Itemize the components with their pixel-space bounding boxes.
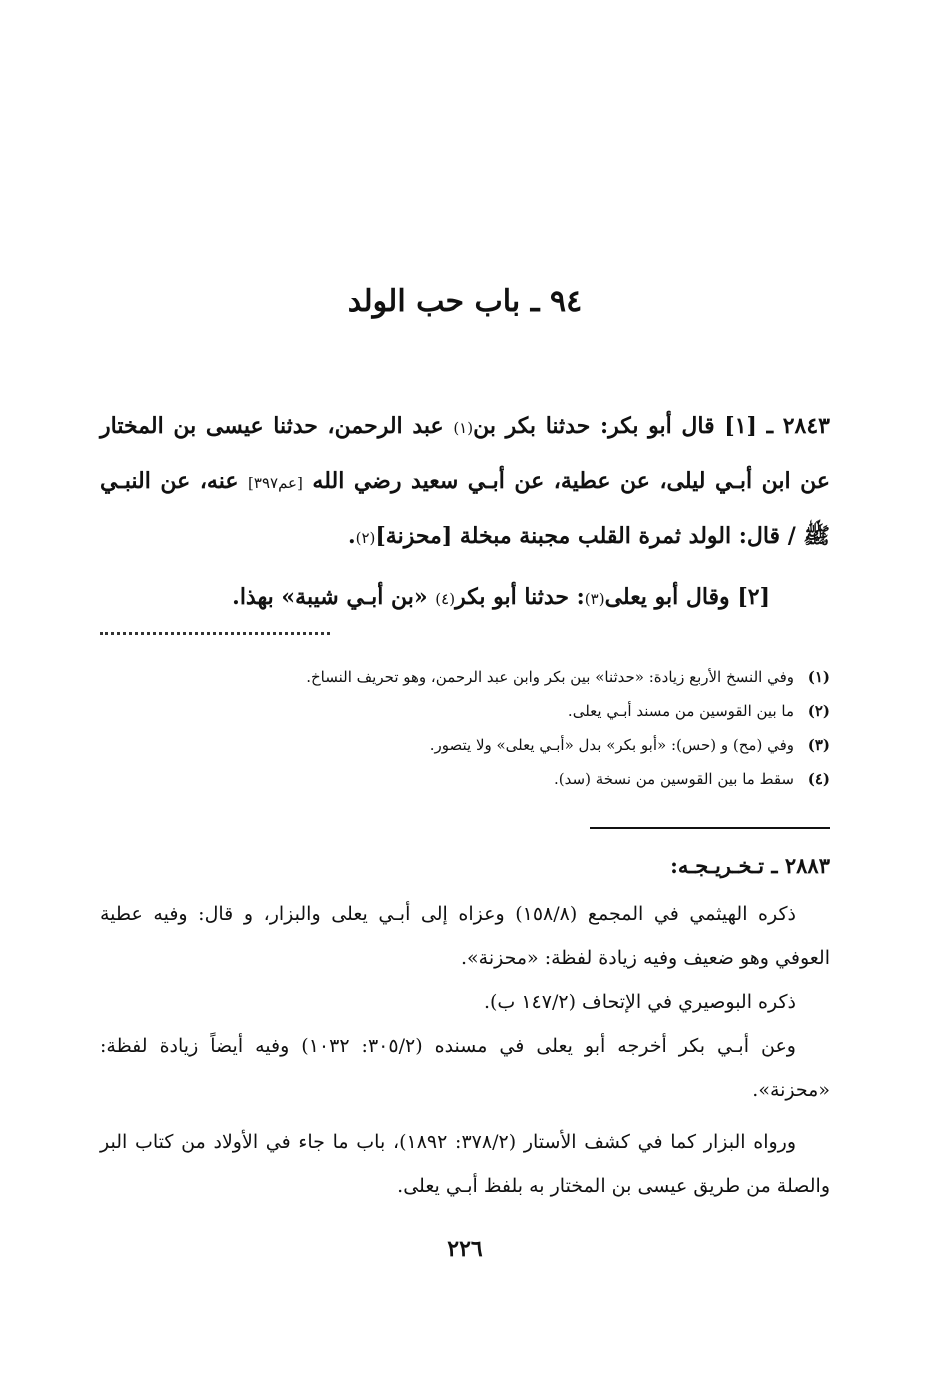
hadith-text-part: ٢٨٤٣ ـ [١] قال أبو بكر: حدثنا بكر بن bbox=[473, 413, 830, 439]
page-number: ٢٢٦ bbox=[447, 1236, 483, 1262]
footnote bbox=[100, 728, 830, 762]
hadith-text-part: عنه، عن النبـي ﷺ / قال: الولد ثمرة القلب مجبنة مبخلة [محزنة] bbox=[100, 468, 830, 549]
takhrij-paragraph: وعن أبـي بكر أخرجه أبو يعلى في مسنده (٣٠٥/٢: ١٠٣٢) وفيه أيضاً زيادة لفظة: «محزنة». bbox=[100, 1035, 830, 1101]
footnote-marker: (١) bbox=[453, 419, 474, 437]
footnote-number: (٤) bbox=[807, 770, 830, 788]
hadith-text-part: : حدثنا أبو بكر bbox=[455, 584, 585, 610]
takhrij-section bbox=[100, 844, 830, 1208]
footnote-number: (١) bbox=[807, 668, 830, 686]
takhrij-heading: ٢٨٨٣ ـ تـخـريـجـه: bbox=[670, 853, 830, 878]
takhrij-paragraph: ورواه البزار كما في كشف الأستار (٣٧٨/٢: ١٨٩٢)، باب ما جاء في الأولاد من كتاب البر والصلة من طريق عيسى بن المختار به بلفظ أبـي يعلى. bbox=[100, 1131, 830, 1197]
hadith-text-part: . bbox=[347, 523, 356, 549]
manuscript-ref: [عم٣٩٧] bbox=[248, 474, 303, 492]
footnote-text: ما بين القوسين من مسند أبـي يعلى. bbox=[567, 702, 794, 720]
hadith-text-part: [٢] وقال أبو يعلى bbox=[604, 584, 770, 610]
footnote-number: (٣) bbox=[807, 736, 830, 754]
footnote-number: (٢) bbox=[807, 702, 830, 720]
hadith-text bbox=[100, 400, 830, 626]
takhrij-separator bbox=[590, 827, 830, 829]
footnote bbox=[100, 660, 830, 694]
footnote-text: وفي النسخ الأربع زيادة: «حدثنا» بين بكر وابن عبد الرحمن، وهو تحريف النساخ. bbox=[306, 668, 794, 686]
hadith-text-part: عبد الرحمن، حدثنا عيسى بن المختار عن ابن أبـي ليلى، عن عطية، عن أبـي سعيد رضي الله bbox=[100, 413, 831, 494]
footnotes bbox=[100, 660, 830, 796]
footnote-marker: (٣) bbox=[584, 590, 605, 608]
takhrij-paragraph: ذكره الهيثمي في المجمع (١٥٨/٨) وعزاه إلى أبـي يعلى والبزار، و قال: وفيه عطية العوفي وهو ضعيف وفيه زيادة لفظة: «محزنة». bbox=[100, 903, 830, 969]
hadith-paragraph-2 bbox=[100, 571, 830, 626]
chapter-title: ٩٤ ـ باب حب الولد bbox=[347, 284, 583, 319]
footnote-text: سقط ما بين القوسين من نسخة (سد). bbox=[554, 770, 794, 788]
footnote bbox=[100, 762, 830, 796]
hadith-paragraph-1 bbox=[100, 400, 830, 565]
footnote-marker: (٢) bbox=[355, 529, 376, 547]
footnote bbox=[100, 694, 830, 728]
footnote-separator bbox=[100, 632, 330, 635]
footnote-text: وفي (مح) و (حس): «أبو بكر» بدل «أبـي يعلى» ولا يتصور. bbox=[429, 736, 794, 754]
takhrij-paragraph: ذكره البوصيري في الإتحاف (١٤٧/٢ ب). bbox=[483, 991, 796, 1013]
hadith-text-part: «بن أبـي شيبة» بهذا. bbox=[232, 584, 436, 610]
book-page bbox=[100, 0, 830, 1374]
footnote-marker: (٤) bbox=[435, 590, 456, 608]
